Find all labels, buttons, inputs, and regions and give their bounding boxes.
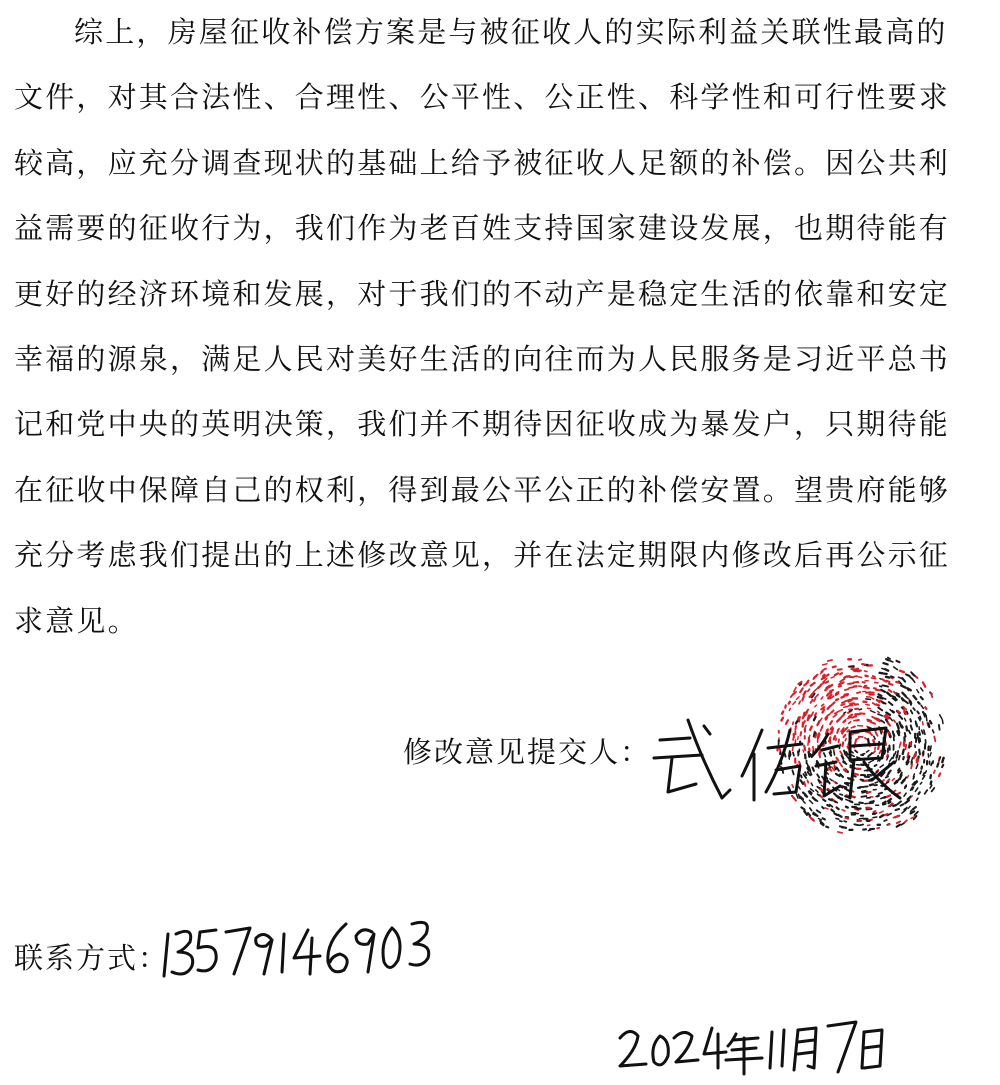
fingerprint-ridge: [864, 671, 867, 672]
fingerprint-ridge: [838, 815, 841, 817]
fingerprint-ridge: [889, 684, 893, 685]
fingerprint-ridge: [888, 658, 890, 659]
fingerprint-ridge: [887, 681, 890, 682]
fingerprint-ridge: [911, 725, 912, 729]
paragraph-line: 记和党中央的英明决策，我们并不期待因征收成为暴发户，只期待能: [14, 407, 951, 442]
fingerprint-ridge: [839, 683, 843, 685]
fingerprint-ridge: [901, 823, 904, 825]
fingerprint-ridge: [840, 680, 843, 682]
fingerprint-ridge: [814, 675, 818, 678]
fingerprint-ridge: [860, 825, 863, 826]
fingerprint-ridge: [897, 695, 900, 697]
fingerprint-ridge: [921, 697, 923, 699]
fingerprint-ridge: [913, 679, 915, 682]
fingerprint-ridge: [904, 820, 907, 822]
fingerprint-ridge: [873, 676, 875, 677]
fingerprint-ridge: [836, 694, 838, 695]
fingerprint-ridge: [933, 730, 934, 733]
fingerprint-ridge: [839, 686, 841, 687]
fingerprint-ridge: [897, 825, 900, 827]
fingerprint-ridge: [921, 705, 923, 708]
fingerprint-ridge: [919, 792, 920, 794]
fingerprint-ridge: [859, 686, 862, 687]
fingerprint-ridge: [849, 683, 853, 684]
fingerprint-ridge: [925, 771, 926, 773]
fingerprint-ridge: [810, 817, 814, 820]
paragraph-line: 幸福的源泉，满足人民对美好生活的向往而为人民服务是习近平总书: [14, 341, 951, 376]
fingerprint-ridge: [925, 790, 928, 794]
paragraph-line: 文件，对其合法性、合理性、公平性、公正性、科学性和可行性要求: [14, 80, 951, 115]
fingerprint-ridge: [916, 723, 917, 726]
fingerprint-ridge: [835, 673, 838, 675]
fingerprint-ridge: [942, 758, 943, 762]
fingerprint-ridge: [876, 690, 880, 691]
fingerprint-ridge: [889, 660, 893, 662]
fingerprint-ridge: [882, 679, 886, 681]
fingerprint-ridge: [930, 775, 931, 778]
fingerprint-ridge: [942, 720, 943, 724]
fingerprint-ridge: [896, 682, 898, 683]
fingerprint-ridge: [922, 730, 923, 733]
fingerprint-ridge: [900, 671, 904, 672]
paragraph-line: 在征收中保障自己的权利，得到最公平公正的补偿安置。望贵府能够: [14, 472, 951, 507]
fingerprint-ridge: [879, 811, 883, 813]
fingerprint-ridge: [855, 682, 859, 683]
fingerprint-ridge: [886, 659, 888, 660]
fingerprint-ridge: [828, 660, 832, 661]
fingerprint-ridge: [856, 669, 858, 670]
fingerprint-ridge: [917, 760, 918, 763]
paragraph-line: 较高，应充分调查现状的基础上给予被征收人足额的补偿。因公共利: [14, 145, 951, 180]
fingerprint-ridge: [925, 707, 926, 709]
fingerprint-ridge: [942, 765, 943, 767]
fingerprint-ridge: [902, 693, 905, 696]
fingerprint-ridge: [921, 688, 923, 691]
fingerprint-ridge: [920, 717, 921, 719]
fingerprint-ridge: [804, 682, 808, 685]
fingerprint-ridge: [824, 669, 827, 670]
fingerprint-ridge: [937, 763, 938, 766]
fingerprint-ridge: [840, 826, 844, 827]
fingerprint-ridge: [886, 677, 889, 678]
fingerprint-ridge: [910, 719, 911, 721]
fingerprint-ridge: [800, 684, 802, 686]
fingerprint-ridge: [930, 785, 932, 788]
fingerprint-ridge: [911, 672, 914, 675]
fingerprint-ridge: [845, 689, 848, 690]
fingerprint-ridge: [916, 764, 918, 768]
fingerprint-ridge: [939, 725, 940, 730]
fingerprint-ridge: [930, 753, 931, 756]
fingerprint-ridge: [919, 750, 920, 755]
fingerprint-ridge: [859, 659, 861, 660]
fingerprint-ridge: [889, 690, 892, 692]
fingerprint-ridge: [926, 716, 927, 721]
fingerprint-ridge: [902, 678, 905, 682]
fingerprint-ridge: [838, 832, 842, 833]
fingerprint-ridge: [923, 773, 924, 776]
fingerprint-ridge: [913, 777, 914, 779]
fingerprint-ridge: [915, 812, 918, 816]
fingerprint-ridge: [923, 722, 924, 725]
paragraph-line: 更好的经济环境和发展，对于我们的不动产是稳定生活的依靠和安定: [14, 276, 951, 311]
fingerprint-ridge: [818, 686, 821, 689]
fingerprint-ridge: [845, 694, 849, 695]
fingerprint-ridge: [804, 691, 806, 695]
fingerprint-ridge: [913, 696, 916, 699]
fingerprint-ridge: [920, 771, 921, 773]
fingerprint-ridge: [873, 817, 877, 818]
fingerprint-ridge: [826, 681, 829, 682]
handwritten-phone-number: [160, 912, 460, 982]
fingerprint-ridge: [897, 661, 900, 662]
fingerprint-ridge: [930, 746, 931, 751]
fingerprint-ridge: [923, 776, 925, 779]
fingerprint-ridge: [906, 674, 909, 676]
fingerprint-ridge: [823, 674, 825, 675]
paragraph-line: 综上，房屋征收补偿方案是与被征收人的实际利益关联性最高的: [74, 15, 948, 49]
fingerprint-ridge: [840, 673, 842, 674]
fingerprint-ridge: [929, 724, 930, 727]
fingerprint-ridge: [838, 669, 842, 670]
paragraph-line: 充分考虑我们提出的上述修改意见，并在法定期限内修改后再公示征: [14, 538, 951, 573]
fingerprint-ridge: [891, 676, 893, 677]
fingerprint-ridge: [872, 678, 876, 679]
fingerprint-ridge: [911, 764, 912, 768]
fingerprint-ridge: [830, 690, 833, 692]
submitter-label: 修改意见提交人：: [403, 735, 652, 769]
fingerprint-ridge: [865, 676, 867, 677]
fingerprint-ridge: [874, 811, 876, 812]
fingerprint-ridge: [862, 682, 864, 683]
fingerprint-ridge: [913, 807, 916, 809]
fingerprint-ridge: [835, 814, 838, 815]
fingerprint-ridge: [836, 819, 839, 820]
paragraph-line: 求意见。: [14, 603, 139, 638]
fingerprint-ridge: [887, 693, 891, 696]
fingerprint-ridge: [924, 730, 925, 734]
fingerprint-ridge: [880, 673, 883, 674]
fingerprint-ridge: [916, 798, 918, 800]
fingerprint-ridge: [844, 676, 847, 677]
fingerprint-ridge: [932, 788, 935, 791]
fingerprint-ridge: [880, 815, 883, 817]
fingerprint-ridge: [914, 754, 916, 759]
fingerprint-ridge: [877, 828, 879, 829]
fingerprint-ridge: [804, 811, 807, 815]
fingerprint-ridge: [808, 689, 810, 691]
fingerprint-ridge: [859, 677, 862, 678]
fingerprint-ridge: [917, 690, 919, 693]
fingerprint-ridge: [857, 821, 861, 822]
fingerprint-ridge: [915, 788, 918, 791]
fingerprint-ridge: [883, 686, 888, 687]
body-paragraph: [14, 0, 988, 654]
fingerprint-ridge: [884, 814, 887, 815]
fingerprint-ridge: [940, 715, 942, 719]
fingerprint-ridge: [911, 710, 913, 713]
fingerprint-ridge: [833, 666, 836, 667]
fingerprint-ridge: [913, 708, 915, 710]
fingerprint-ridge: [808, 813, 810, 816]
fingerprint-ridge: [869, 830, 871, 831]
fingerprint-ridge: [827, 675, 829, 676]
fingerprint-ridge: [901, 686, 905, 688]
paragraph-line: 益需要的征收行为，我们作为老百姓支持国家建设发展，也期待能有: [14, 211, 951, 246]
fingerprint-ridge: [934, 737, 935, 742]
fingerprint-ridge: [934, 770, 935, 773]
fingerprint-ridge: [875, 813, 877, 814]
fingerprint-ridge: [821, 683, 825, 685]
fingerprint-ridge: [815, 694, 818, 697]
fingerprint-ridge: [897, 822, 900, 824]
fingerprint-ridge: [800, 688, 803, 692]
fingerprint-ridge: [864, 687, 869, 688]
fingerprint-ridge: [884, 820, 887, 821]
fingerprint-ridge: [879, 694, 882, 696]
fingerprint-ridge: [823, 818, 825, 819]
fingerprint-ridge: [814, 689, 817, 692]
fingerprint-ridge: [823, 664, 827, 665]
fingerprint-ridge: [885, 669, 888, 671]
contact-label: 联系方式：: [14, 941, 170, 975]
fingerprint-ridge: [854, 824, 858, 825]
fingerprint-ridge: [883, 663, 887, 664]
fingerprint-ridge: [846, 818, 849, 819]
fingerprint-ridge: [844, 821, 846, 822]
fingerprint-ridge: [819, 819, 822, 820]
fingerprint-ridge: [917, 711, 919, 713]
fingerprint-ridge: [939, 773, 940, 776]
fingerprint-ridge: [919, 732, 920, 735]
fingerprint-ridge: [821, 697, 823, 699]
handwritten-signature: [650, 700, 910, 810]
fingerprint-ridge: [831, 677, 834, 678]
fingerprint-ridge: [881, 690, 885, 692]
fingerprint-ridge: [931, 782, 932, 785]
fingerprint-ridge: [923, 682, 925, 686]
fingerprint-ridge: [857, 692, 860, 693]
fingerprint-ridge: [841, 696, 844, 697]
fingerprint-ridge: [930, 721, 931, 723]
fingerprint-ridge: [817, 810, 821, 813]
fingerprint-ridge: [888, 825, 890, 826]
handwritten-date: [612, 1010, 912, 1080]
fingerprint-ridge: [811, 683, 815, 686]
fingerprint-ridge: [894, 667, 898, 670]
fingerprint-ridge: [919, 738, 920, 741]
fingerprint-ridge: [880, 686, 882, 687]
fingerprint-ridge: [918, 702, 920, 704]
fingerprint-ridge: [826, 827, 828, 828]
fingerprint-ridge: [920, 782, 922, 784]
